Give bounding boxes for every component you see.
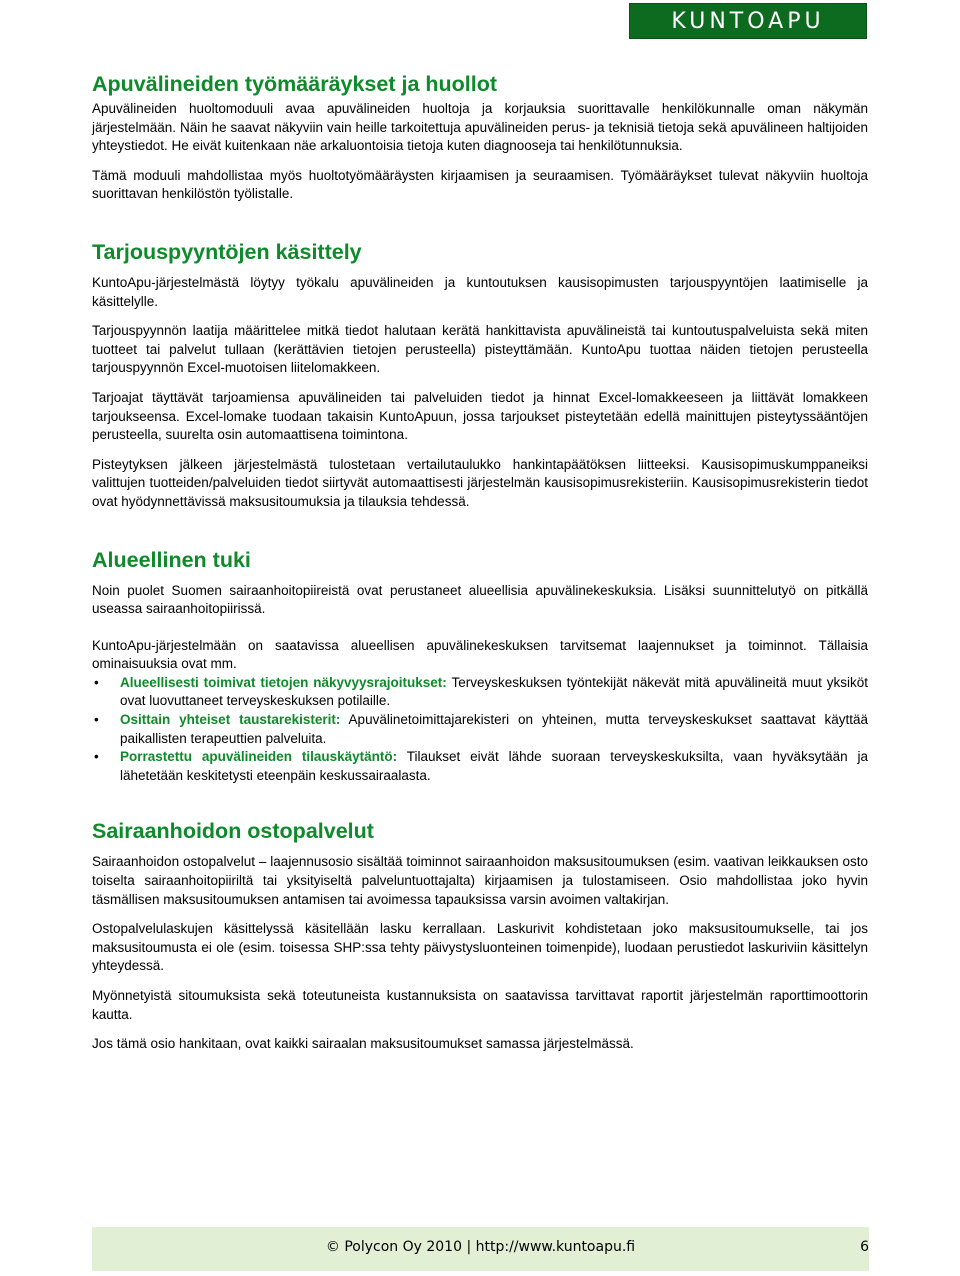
paragraph: Sairaanhoidon ostopalvelut – laajennusosio sisältää toiminnot sairaanhoidon maksusitoumuksen (esim. vaativan leikkauksen osto toiselta sairaanhoitopiiriltä tai yksityiseltä palveluntuottajalta) kirjaamisen ja tulostamiseen. Osio mahdollistaa joko hyvin täsmällisen maksusitoumuksen antamisen tai avoimessa tapauksissa varsin avoimen valtakirjan. xyxy=(92,854,868,907)
list-item xyxy=(92,674,868,711)
section-title-ostopalvelut: Sairaanhoidon ostopalvelut xyxy=(92,819,374,844)
list-item-text: Tilaukset eivät lähde suoraan terveyskeskuksilta, vaan hyväksytään ja lähetetään keskitetysti eteenpäin keskussairaalasta. xyxy=(120,749,868,783)
paragraph: Apuvälineiden huoltomoduuli avaa apuvälineiden huoltoja ja korjauksia suorittavalle henkilökunnalle oman näkymän järjestelmään. Näin he saavat näkyviin vain heille tarkoitettuja apuvälineiden perus- ja teknisiä tietoja sekä apuvälineen haltijoiden yhteystiedot. He eivät kuitenkaan näe arkaluontoisia tietoja kuten diagnooseja tai henkilötunnuksia. xyxy=(92,101,868,154)
paragraph: Myönnetyistä sitoumuksista sekä toteutuneista kustannuksista on saatavissa tarvittavat raportit järjestelmän raporttimoottorin kautta. xyxy=(92,988,868,1022)
list-item-text: Terveyskeskuksen työntekijät näkevät mitä apuvälineitä muut yksiköt ovat luovuttaneet terveyskeskuksen potilaille. xyxy=(120,674,868,709)
kuntoapu-logo: KUNTOAPU xyxy=(629,3,867,39)
list-item xyxy=(92,748,868,785)
paragraph: Ostopalvelulaskujen käsittelyssä käsitellään lasku kerrallaan. Laskurivit kohdistetaan joko maksusitoumukselle, tai jos maksusitoumusta ei ole (esim. toisessa SHP:ssa tehty päivystysluonteinen toimenpide), luodaan perustiedot laskuriviin käsittelyn yhteydessä. xyxy=(92,921,868,974)
paragraph: Tarjouspyynnön laatija määrittelee mitkä tiedot halutaan kerätä hankittavista apuvälineistä tai kuntoutuspalveluista sekä miten tuotteet tai palvelut tullaan (kerättävien tietojen perusteella) pisteyttämään. KuntoApu tuottaa näiden tietojen perusteella tarjouspyynnön Excel-muotoisen liitelomakkeen. xyxy=(92,323,868,376)
paragraph: Pisteytyksen jälkeen järjestelmästä tulostetaan vertailutaulukko hankintapäätöksen liitteeksi. Kausisopimuskumppaneiksi valittujen tuotteiden/palveluiden tiedot siirtyvät automaattisesti järjestelmän kausisopimusrekisteriin. Kausisopimusrekisterin tiedot ovat hyödynnettävissä maksusitoumuksia ja tilauksia tehdessä. xyxy=(92,456,868,509)
feature-list xyxy=(92,674,868,786)
section-title-huollot: Apuvälineiden työmääräykset ja huollot xyxy=(92,72,498,96)
list-item-term: Osittain yhteiset taustarekisterit: xyxy=(120,712,341,728)
list-item-term: Alueellisesti toimivat tietojen näkyvyysrajoitukset: xyxy=(120,674,447,690)
paragraph: Noin puolet Suomen sairaanhoitopiireistä ovat perustaneet alueellisia apuvälinekeskuksia. Lisäksi suunnittelutyö on pitkällä useassa sairaanhoitopiirissä. xyxy=(92,582,868,617)
footer-copyright: © Polycon Oy 2010 | http://www.kuntoapu.fi xyxy=(325,1239,636,1255)
section-title-tarjouspyynnot: Tarjouspyyntöjen käsittely xyxy=(92,239,362,264)
paragraph: Jos tämä osio hankitaan, ovat kaikki sairaalan maksusitoumukset samassa järjestelmässä. xyxy=(92,1036,634,1052)
section-title-alueellinen-tuki: Alueellinen tuki xyxy=(92,547,251,572)
page-number: 6 xyxy=(860,1239,869,1255)
page-footer xyxy=(92,1227,869,1271)
paragraph: Tämä moduuli mahdollistaa myös huoltotyömääräysten kirjaamisen ja seuraamisen. Työmääräykset tulevat näkyviin huoltoja suorittavan henkilöstön työlistalle. xyxy=(92,167,868,202)
list-item xyxy=(92,711,868,748)
bullet-icon: • xyxy=(94,712,99,728)
paragraph: KuntoApu-järjestelmään on saatavissa alueellisen apuvälinekeskuksen tarvitsemat laajennukset ja toiminnot. Tällaisia ominaisuuksia ovat mm. xyxy=(92,637,868,672)
bullet-icon: • xyxy=(94,749,99,765)
paragraph: Tarjoajat täyttävät tarjoamiensa apuvälineiden tai palveluiden tiedot ja hinnat Excel-lomakkeeseen ja liittävät lomakkeen tarjoukseensa. Excel-lomake tuodaan takaisin KuntoApuun, jossa tarjoukset pisteytetään edellä mainittujen pisteytyssääntöjen perusteella, suurelta osin automaattisena toimintona. xyxy=(92,389,868,443)
bullet-icon: • xyxy=(94,674,99,690)
paragraph: KuntoApu-järjestelmästä löytyy työkalu apuvälineiden ja kuntoutuksen kausisopimusten tarjouspyyntöjen laatimiselle ja käsittelylle. xyxy=(92,274,868,309)
list-item-term: Porrastettu apuvälineiden tilauskäytäntö: xyxy=(120,749,398,765)
document-body xyxy=(92,70,868,1054)
list-item-text: Apuvälinetoimittajarekisteri on yhteinen, mutta terveyskeskukset saattavat käyttää paikallisten terapeuttien palveluita. xyxy=(120,712,868,746)
